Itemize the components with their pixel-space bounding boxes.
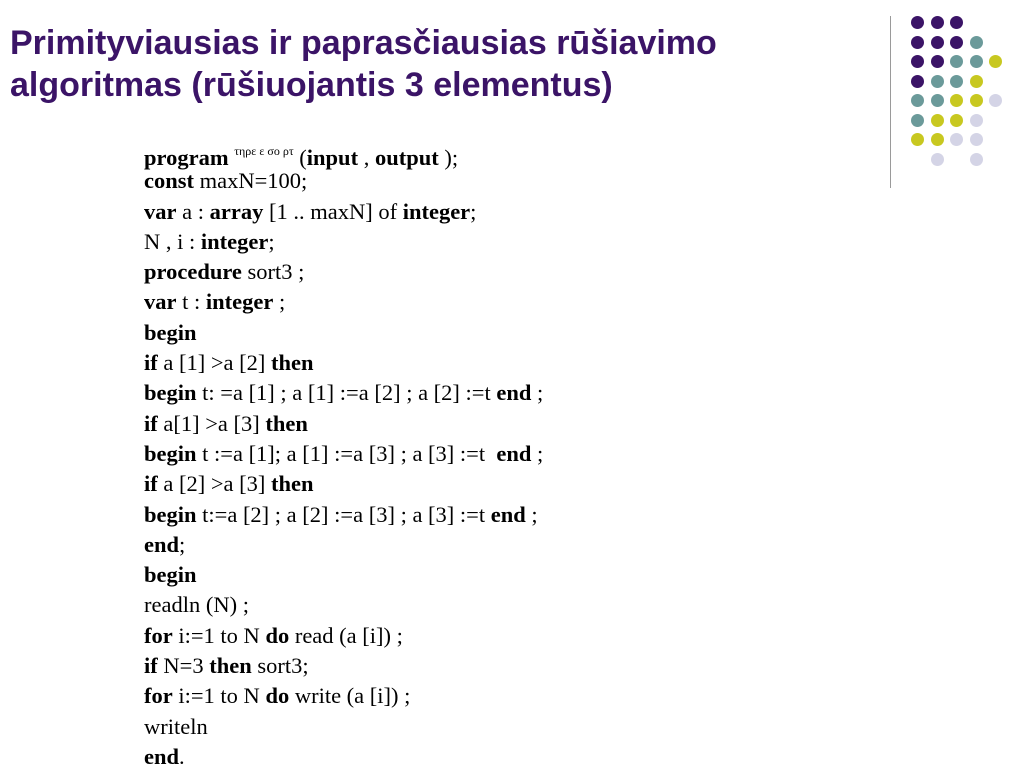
code-line [144,681,543,711]
code-keyword: do [265,683,290,709]
code-keyword: end [144,531,180,557]
decorative-dot [970,75,983,88]
code-keyword: end [144,743,180,769]
decorative-dot [950,75,963,88]
decorative-dot [911,16,924,29]
code-text: maxN=100; [194,168,308,194]
code-line [144,742,543,772]
code-keyword: program [144,145,229,170]
code-text: t:=a [2] ; a [2] :=a [3] ; a [3] :=t [196,501,491,527]
code-keyword: begin [144,501,197,527]
code-text: read (a [i]) ; [289,622,403,648]
code-line [144,287,543,317]
code-keyword: var [144,289,177,315]
code-keyword: then [271,350,314,376]
code-text: readln (N) ; [144,592,249,618]
decorative-dot [931,133,944,146]
code-text: sort3 ; [241,259,305,285]
code-keyword: begin [144,562,197,588]
decorative-dot [911,94,924,107]
code-text: a : [176,198,210,224]
code-text: [1 .. maxN] of [263,198,403,224]
code-text: . [179,743,185,769]
decorative-dot [911,55,924,68]
decorative-dot [950,36,963,49]
code-text: i:=1 to N [172,683,266,709]
decorative-dot [911,36,924,49]
code-keyword: begin [144,440,197,466]
code-keyword: end [496,440,532,466]
code-text: τηρε ε σο ρτ [234,144,294,158]
decorative-dot [970,94,983,107]
code-text: N , i : [144,228,201,254]
code-keyword: integer [200,228,269,254]
code-text: ; [179,531,186,557]
decorative-dot [970,133,983,146]
code-line [144,469,543,499]
decorative-dot [950,114,963,127]
code-text: write (a [i]) ; [289,683,411,709]
code-text: ; [268,228,275,254]
code-keyword: then [209,653,252,679]
code-keyword: then [265,410,308,436]
code-keyword: begin [144,380,197,406]
decorative-dot [950,94,963,107]
code-line [144,378,543,408]
code-keyword: if [144,471,158,497]
code-text: writeln [144,713,208,739]
pascal-code-block [144,136,543,772]
code-line [144,227,543,257]
decorative-dot [931,75,944,88]
decorative-dot [970,114,983,127]
code-text: ); [438,145,459,170]
code-keyword: if [144,653,158,679]
decorative-dot [970,153,983,166]
decorative-dot [989,94,1002,107]
code-text: ; [531,440,544,466]
decorative-dot [970,36,983,49]
code-text: ( [293,145,307,170]
code-line [144,166,543,196]
code-line [144,348,543,378]
code-keyword: for [144,683,173,709]
code-keyword: do [265,622,290,648]
decorative-dot [950,16,963,29]
code-text: , [358,145,375,170]
code-keyword: end [490,501,526,527]
decorative-dot [911,75,924,88]
code-text: ; [470,198,477,224]
code-line [144,530,543,560]
code-text: N=3 [157,653,210,679]
code-keyword: integer [205,289,274,315]
code-text: ; [273,289,286,315]
code-line [144,712,543,742]
code-text: a[1] >a [3] [157,410,266,436]
code-keyword: if [144,350,158,376]
decorative-dot [931,153,944,166]
code-line [144,500,543,530]
decorative-dot [931,94,944,107]
code-text: ; [531,380,544,406]
code-line [144,257,543,287]
code-keyword: then [271,471,314,497]
decorative-dot [911,133,924,146]
code-keyword: const [144,168,194,194]
code-line [144,651,543,681]
code-text: t : [176,289,206,315]
code-text: t :=a [1]; a [1] :=a [3] ; a [3] :=t [196,440,497,466]
code-line [144,590,543,620]
decorative-dot [970,55,983,68]
decorative-dot-grid [905,12,1015,172]
decorative-dot [989,55,1002,68]
code-line [144,439,543,469]
code-keyword: integer [402,198,471,224]
code-keyword: input [306,145,359,170]
code-keyword: array [209,198,264,224]
code-text: i:=1 to N [172,622,266,648]
code-text: a [1] >a [2] [157,350,272,376]
code-text: sort3; [251,653,309,679]
code-text: t: =a [1] ; a [1] :=a [2] ; a [2] :=t [196,380,497,406]
divider-line [890,16,891,188]
decorative-dot [931,36,944,49]
code-text: ; [525,501,538,527]
decorative-dot [931,114,944,127]
code-text: a [2] >a [3] [157,471,272,497]
code-keyword: var [144,198,177,224]
code-line [144,621,543,651]
code-keyword: if [144,410,158,436]
code-line [144,197,543,227]
decorative-dot [931,16,944,29]
code-line [144,560,543,590]
code-line [144,409,543,439]
decorative-dot [950,55,963,68]
decorative-dot [911,114,924,127]
slide-title: Primityviausias ir paprasčiausias rūšiavimo algoritmas (rūšiuojantis 3 elementus) [10,24,717,104]
code-keyword: begin [144,319,197,345]
code-keyword: end [496,380,532,406]
decorative-dot [950,133,963,146]
decorative-dot [931,55,944,68]
code-keyword: output [374,145,439,170]
code-keyword: for [144,622,173,648]
code-line [144,136,543,170]
code-line [144,318,543,348]
code-keyword: procedure [144,259,242,285]
